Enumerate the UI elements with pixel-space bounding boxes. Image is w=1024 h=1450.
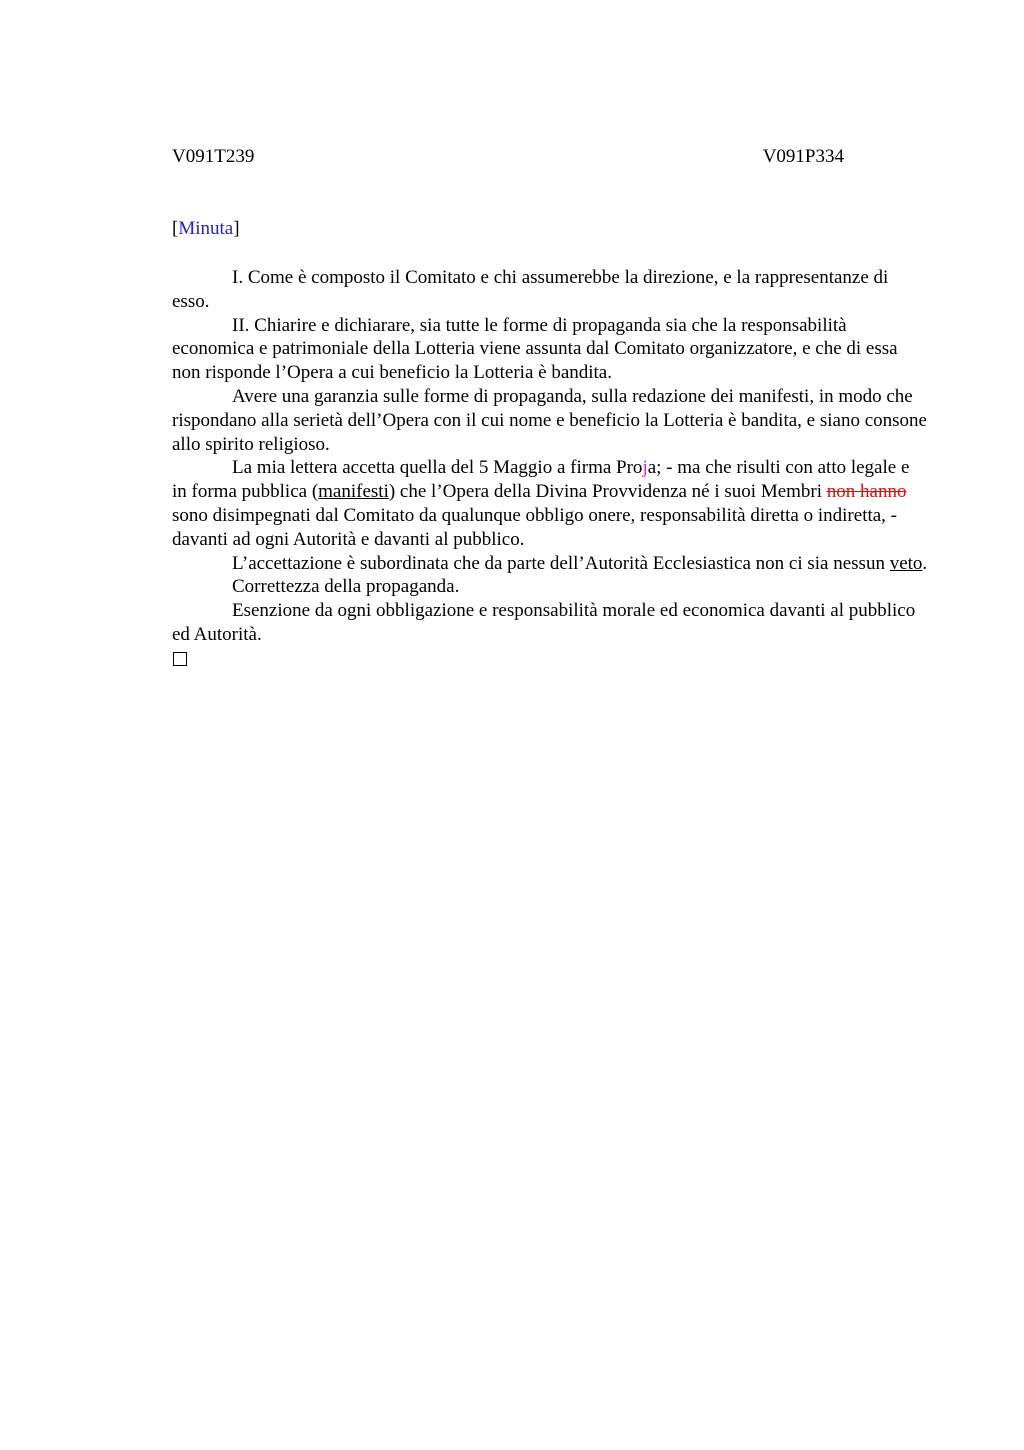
minuta-close-bracket: ] [233, 218, 240, 239]
paragraph-4-underlined-word: manifesti [318, 481, 389, 503]
document-code-right: V091P334 [762, 146, 844, 167]
paragraph-4-part-4: sono disimpegnati dal Comitato da qualunque obbligo onere, responsabilità diretta o indiretta, - davanti ad ogni Autorità e davanti al pubblico. [172, 504, 898, 550]
paragraph-4-part-2: a; - ma che risulti con atto legale e in forma pubblica ( [172, 457, 910, 503]
document-header [172, 146, 844, 170]
paragraph-5-part-1: L’accettazione è subordinata che da parte dell’Autorità Ecclesiastica non ci sia nessun [232, 552, 890, 574]
document-body [172, 266, 928, 666]
paragraph-1: I. Come è composto il Comitato e chi assumerebbe la direzione, e la rappresentanze di esso. [172, 267, 889, 312]
paragraph-4-struck-text: non hanno [826, 481, 907, 503]
paragraph-6: Correttezza della propaganda. [232, 576, 460, 598]
paragraph-4-part-3: ) che l’Opera della Divina Provvidenza né i suoi Membri [388, 481, 827, 503]
paragraph-7: Esenzione da ogni obbligazione e responsabilità morale ed economica davanti al pubblico ed Autorità. [172, 600, 916, 645]
checkbox-square-icon [173, 652, 187, 666]
minuta-open-bracket: [ [172, 218, 179, 239]
paragraph-4-part-1: La mia lettera accetta quella del 5 Maggio a firma Pro [232, 457, 643, 479]
minuta-tag [172, 218, 240, 240]
paragraph-5-part-2: . [922, 552, 928, 574]
paragraph-5 [172, 552, 928, 576]
document-code-left: V091T239 [172, 146, 255, 167]
paragraph-5-underlined-word: veto [889, 552, 923, 574]
paragraph-4-accent-letter: j [642, 457, 648, 479]
paragraph-4 [172, 456, 928, 551]
minuta-label: Minuta [178, 218, 234, 239]
paragraph-3: Avere una garanzia sulle forme di propaganda, sulla redazione dei manifesti, in modo che rispondano alla serietà dell’Opera con il cui nome e beneficio la Lotteria è bandita, e siano consone allo spirito religioso. [172, 385, 927, 455]
paragraph-2: II. Chiarire e dichiarare, sia tutte le forme di propaganda sia che la responsabilità economica e patrimoniale della Lotteria viene assunta dal Comitato organizzatore, e che di essa non risponde l’Opera a cui beneficio la Lotteria è bandita. [172, 314, 898, 384]
